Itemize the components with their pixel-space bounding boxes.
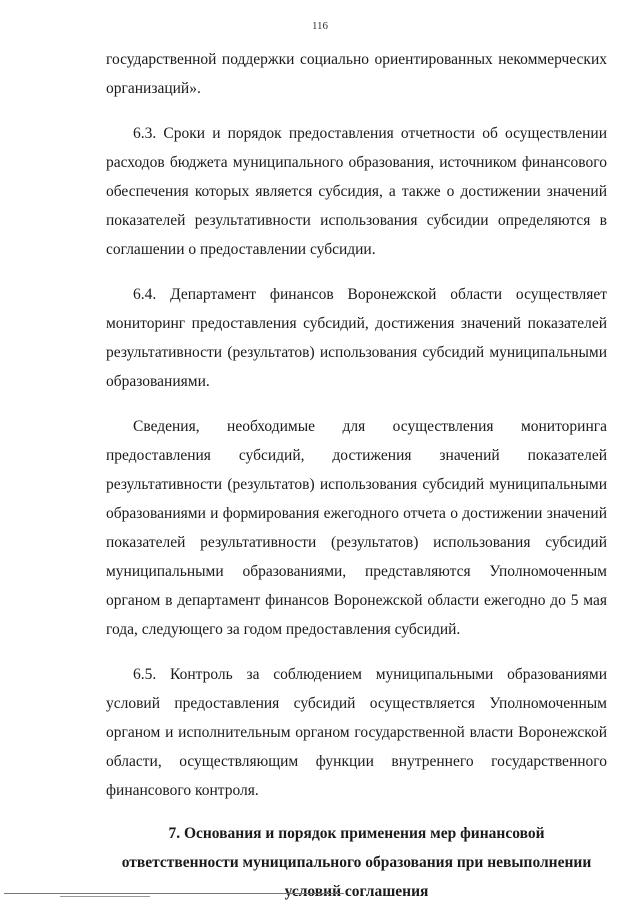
paragraph-6-5: 6.5. Контроль за соблюдением муниципальными образованиями условий предоставления субсидий осуществляется Уполномоченным органом и исполнительным органом государственной власти Воронежской области, осуществляющим функции внутреннего государственного финансового контроля. (106, 666, 607, 799)
section-heading-line-2: ответственности муниципального образования при невыполнении (121, 854, 592, 871)
page-number: 116 (311, 20, 329, 32)
paragraph-continuation: государственной поддержки социально ориентированных некоммерческих организаций». (106, 51, 607, 97)
footer-rule (4, 893, 344, 894)
paragraph-6-4: 6.4. Департамент финансов Воронежской области осуществляет мониторинг предоставления субсидий, достижения значений показателей результативности (результатов) использования субсидий муниципальными образованиями. (106, 286, 607, 390)
section-heading-line-3: условий соглашения (284, 883, 429, 900)
section-heading-line-1: 7. Основания и порядок применения мер финансовой (168, 825, 545, 842)
paragraph-monitoring-info: Сведения, необходимые для осуществления мониторинга предоставления субсидий, достижения значений показателей результативности (результатов) использования субсидий муниципальными образованиями и формирования ежегодного отчета о достижении значений показателей результативности (результатов) использования субсидий муниципальными образованиями, представляются Уполномоченным органом в департамент финансов Воронежской области ежегодно до 5 мая года, следующего за годом предоставления субсидий. (106, 418, 607, 638)
footer-rule-secondary (60, 896, 150, 897)
paragraph-6-3: 6.3. Сроки и порядок предоставления отчетности об осуществлении расходов бюджета муниципального образования, источником финансового обеспечения которых является субсидия, а также о достижении значений показателей результативности использования субсидии определяются в соглашении о предоставлении субсидии. (106, 125, 607, 258)
document-body (106, 45, 607, 906)
